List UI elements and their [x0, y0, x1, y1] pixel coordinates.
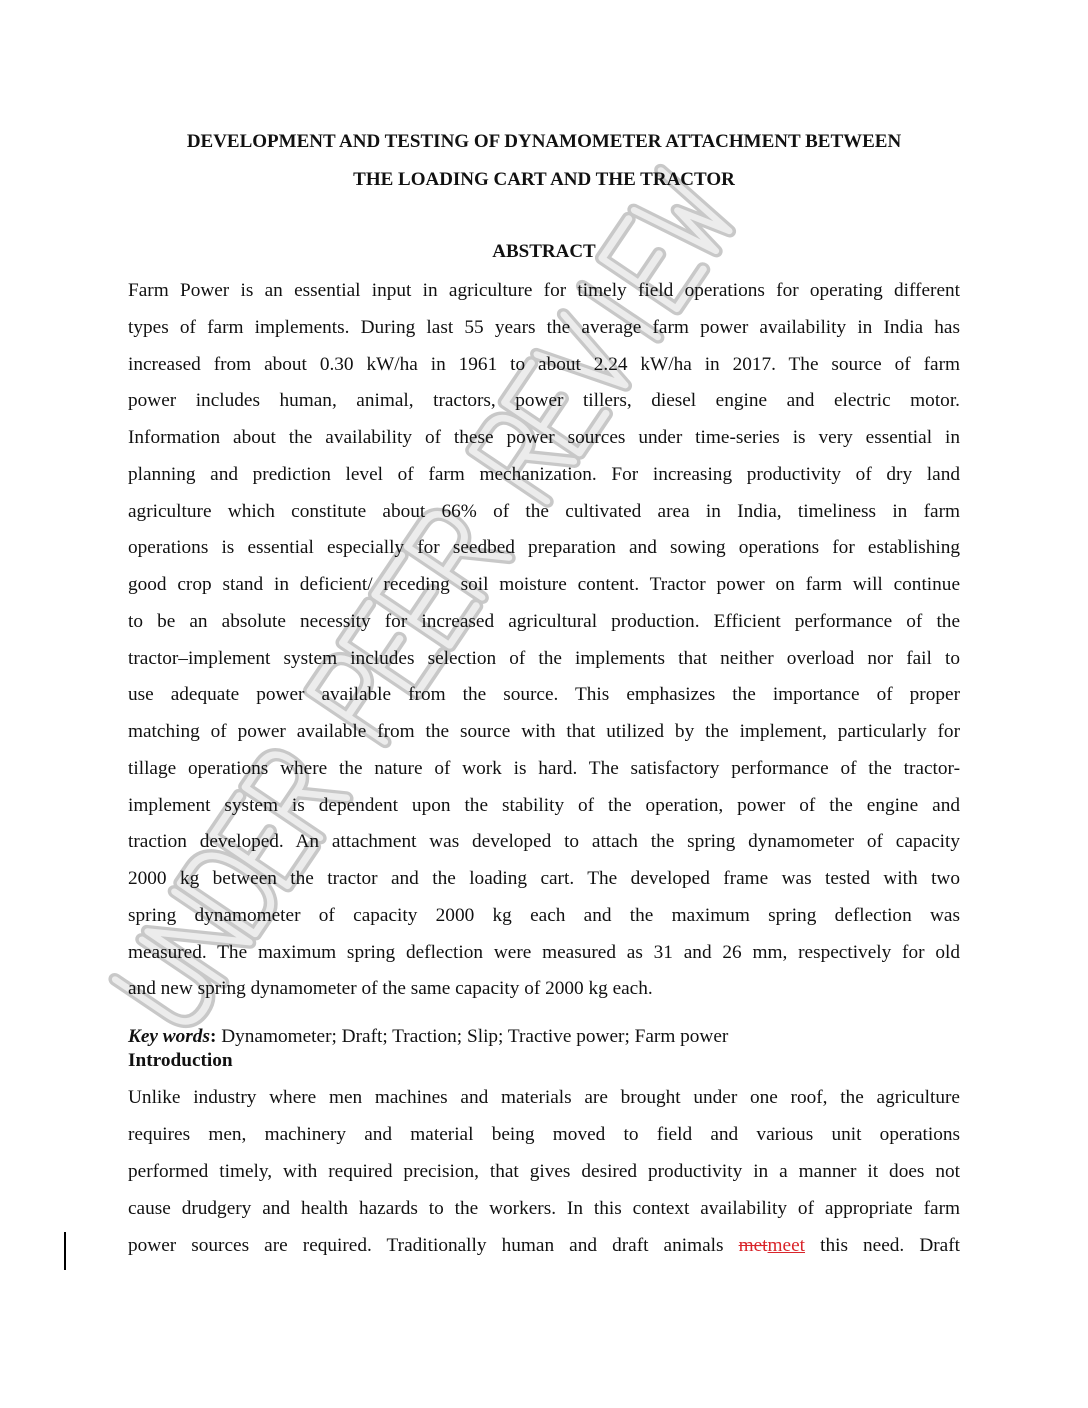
abstract-line: traction developed. An attachment was developed to attach the spring dynamometer of capacity [128, 831, 960, 853]
intro-line: cause drudgery and health hazards to the workers. In this context availability of appropriate farm [128, 1198, 960, 1219]
abstract-line: matching of power available from the source with that utilized by the implement, particularly for [128, 721, 960, 742]
abstract-line: measured. The maximum spring deflection were measured as 31 and 26 mm, respectively for old [128, 941, 960, 963]
keywords-colon: : [209, 1026, 217, 1047]
abstract-line: use adequate power available from the source. This emphasizes the importance of proper [128, 684, 960, 706]
paper-title-line-1: DEVELOPMENT AND TESTING OF DYNAMOMETER ATTACHMENT BETWEEN [186, 131, 902, 152]
abstract-line: tractor–implement system includes selection of the implements that neither overload nor fail to [128, 647, 960, 669]
watermark-letter-shape [472, 411, 573, 501]
keywords-label: Key words [128, 1026, 210, 1047]
abstract-line: 2000 kg between the tractor and the loading cart. The developed frame was tested with two [128, 868, 960, 889]
introduction-heading: Introduction [128, 1050, 233, 1071]
abstract-line: types of farm implements. During last 55 years the average farm power availability in India has [128, 316, 960, 338]
abstract-line: and new spring dynamometer of the same capacity of 2000 kg each. [128, 978, 653, 1000]
keywords [128, 1025, 728, 1049]
abstract-line: planning and prediction level of farm mechanization. For increasing productivity of dry land [128, 463, 960, 485]
change-bar-marker [64, 1232, 66, 1270]
abstract-line: power includes human, animal, tractors, power tillers, diesel engine and electric motor. [128, 390, 960, 412]
abstract-line: spring dynamometer of capacity 2000 kg each and the maximum spring deflection was [128, 904, 960, 926]
intro-line: Unlike industry where men machines and materials are brought under one roof, the agriculture [128, 1087, 960, 1108]
text-run: power sources are required. Traditionally human and draft animals [128, 1235, 739, 1256]
inserted-text: meet [767, 1235, 806, 1256]
abstract-line: agriculture which constitute about 66% of the cultivated area in India, timeliness in farm [128, 500, 960, 522]
abstract-line: increased from about 0.30 kW/ha in 1961 to about 2.24 kW/ha in 2017. The source of farm [128, 353, 960, 375]
intro-line-tracked-change [128, 1234, 960, 1258]
abstract-line: operations is essential especially for seedbed preparation and sowing operations for establishing [128, 537, 960, 559]
text-run: this need. Draft [805, 1235, 960, 1256]
intro-line: performed timely, with required precision, that gives desired productivity in a manner it does not [128, 1161, 960, 1182]
abstract-line: good crop stand in deficient/ receding soil moisture content. Tractor power on farm will continue [128, 574, 960, 595]
watermark-letter-shape [472, 411, 573, 501]
abstract-heading: ABSTRACT [492, 241, 596, 262]
abstract-line: Information about the availability of these power sources under time-series is very essential in [128, 427, 960, 448]
abstract-line: tillage operations where the nature of work is hard. The satisfactory performance of the tractor- [128, 757, 960, 779]
deleted-text: met [738, 1235, 768, 1256]
paper-title-line-2: THE LOADING CART AND THE TRACTOR [353, 169, 735, 190]
abstract-line: Farm Power is an essential input in agriculture for timely field operations for operating different [128, 280, 960, 301]
keywords-text: Dynamometer; Draft; Traction; Slip; Tractive power; Farm power [216, 1026, 729, 1047]
intro-line: requires men, machinery and material being moved to field and various unit operations [128, 1124, 960, 1145]
abstract-line: to be an absolute necessity for increased agricultural production. Efficient performance of the [128, 610, 960, 632]
abstract-line: implement system is dependent upon the stability of the operation, power of the engine and [128, 794, 960, 816]
